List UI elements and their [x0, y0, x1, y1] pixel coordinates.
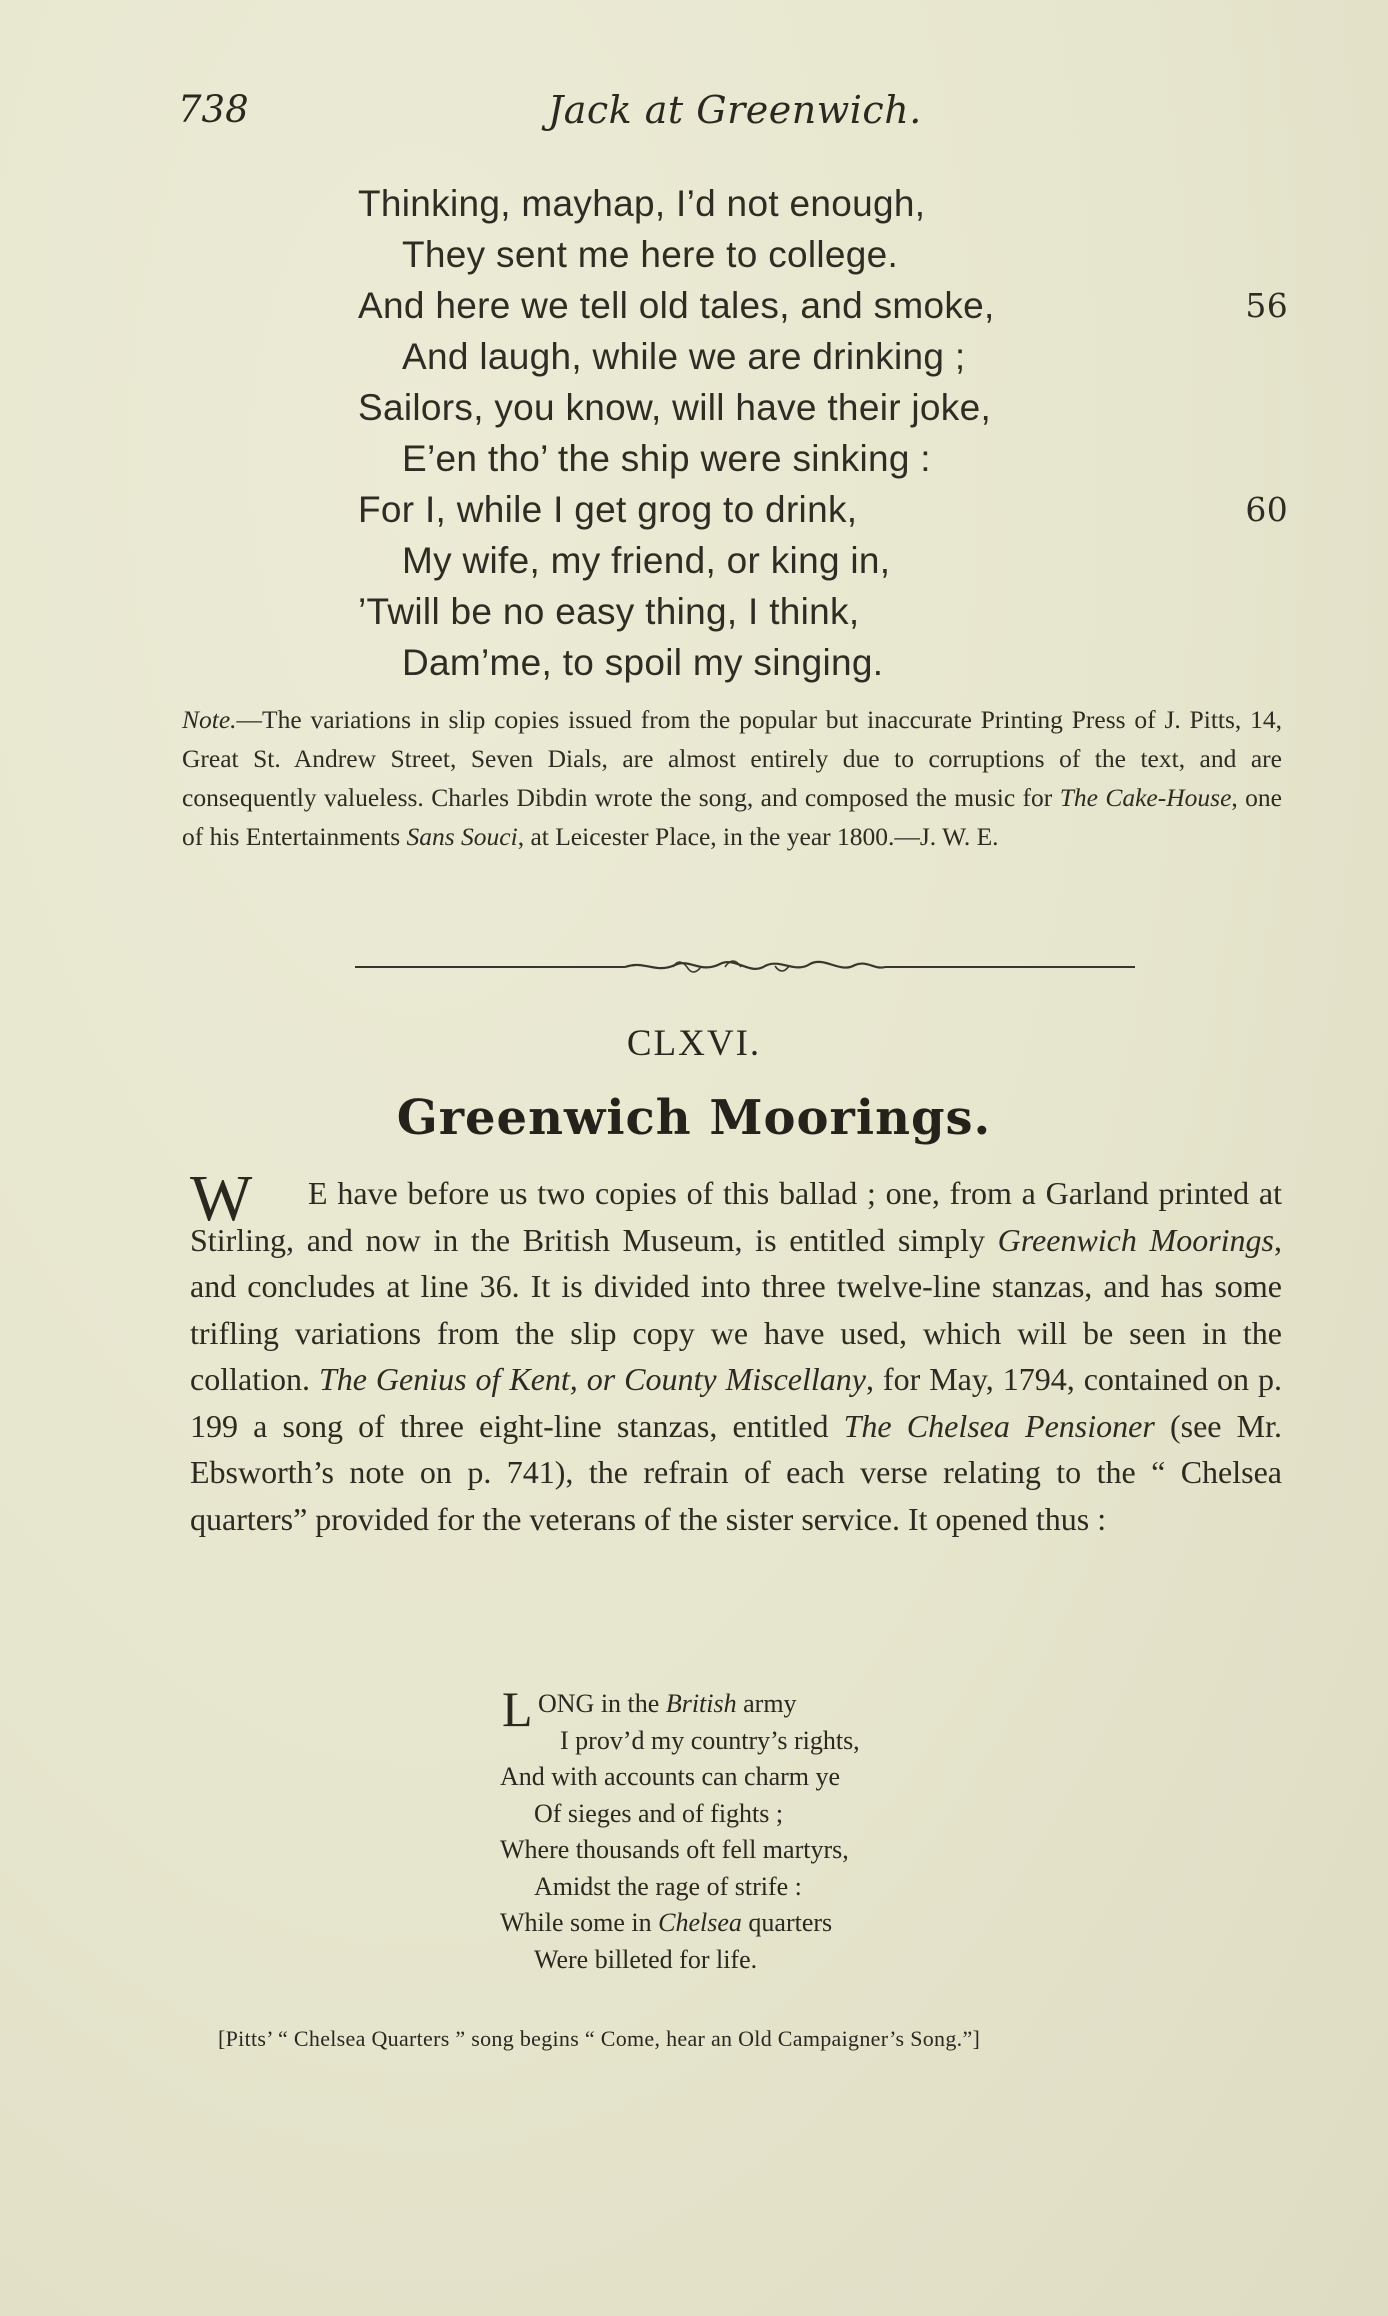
- verse-line: My wife, my friend, or king in,: [402, 540, 891, 581]
- verse-line: Sailors, you know, will have their joke,: [358, 387, 992, 428]
- quote-line: And with accounts can charm ye: [500, 1762, 841, 1791]
- section-number: CLXVI.: [626, 1023, 762, 1064]
- line-number: 56: [1245, 286, 1288, 325]
- work-title: The Chelsea Pensioner: [843, 1407, 1155, 1444]
- line-number: 60: [1245, 490, 1288, 529]
- verse-line: And here we tell old tales, and smoke, 56: [358, 280, 1288, 331]
- quote-line: ONG in the British army: [538, 1689, 797, 1718]
- paragraph: E have before us two copies of this ballad ; one, from a Garland printed at Stirling, and now in the British Museum, is entitled simply Greenwich Moorings, and concludes at line 36. It is divided into three twelve-line stanzas, and has some trifling variations from the slip copy we have used, which will be seen in the collation. The Genius of Kent, or County Miscellany, for May, 1794, contained on p. 199 a song of three eight-line stanzas, entitled The Chelsea Pensioner (see Mr. Ebsworth’s note on p. 741), the refrain of each verse relating to the “ Chelsea quarters” provided for the veterans of the sister service. It opened thus :: [190, 1175, 1283, 1537]
- work-title: Greenwich Moorings: [997, 1221, 1275, 1258]
- drop-cap: W: [190, 1162, 253, 1235]
- quoted-verse: [500, 1681, 1100, 1978]
- verse-line: Dam’me, to spoil my singing.: [402, 642, 884, 683]
- work-title: The Genius of Kent, or County Miscellany: [318, 1361, 866, 1397]
- quote-line: While some in Chelsea quarters: [500, 1908, 833, 1937]
- quote-line: Amidst the rage of strife :: [534, 1871, 802, 1901]
- ornamental-divider: [355, 952, 1135, 982]
- running-head: Jack at Greenwich.: [548, 88, 922, 132]
- section-title: Greenwich Moorings.: [396, 1090, 992, 1146]
- work-title: Sans Souci: [406, 822, 518, 851]
- verse-line: Thinking, mayhap, I’d not enough,: [358, 183, 926, 224]
- page-header: [178, 88, 1278, 138]
- quote-line: Where thousands oft fell martyrs,: [500, 1835, 849, 1864]
- verse-line: And laugh, while we are drinking ;: [402, 336, 966, 377]
- footnote: [Pitts’ “ Chelsea Quarters ” song begins “ Come, hear an Old Campaigner’s Song.”]: [218, 2026, 981, 2051]
- page-number: 738: [178, 88, 249, 131]
- editorial-note: Note.—The variations in slip copies issued from the popular but inaccurate Printing Press of J. Pitts, 14, Great St. Andrew Street, Seven Dials, are almost entirely due to corruptions of the text, and are consequently valueless. Charles Dibdin wrote the song, and composed the music for The Cake-House, one of his Entertainments Sans Souci, at Leicester Place, in the year 1800.—J. W. E.: [182, 705, 1282, 851]
- quote-line: Were billeted for life.: [534, 1944, 758, 1974]
- verse-line: For I, while I get grog to drink, 60: [358, 484, 1288, 535]
- body-text: [190, 1170, 1282, 1542]
- quote-line: I prov’d my country’s rights,: [560, 1725, 860, 1755]
- work-title: The Cake-House: [1059, 783, 1232, 812]
- verse-line: They sent me here to college.: [402, 234, 899, 275]
- verse-line: ’Twill be no easy thing, I think,: [358, 591, 860, 632]
- drop-cap: L: [502, 1681, 533, 1737]
- verse-line: E’en tho’ the ship were sinking :: [402, 438, 931, 479]
- note-label: Note.: [182, 705, 237, 734]
- verse-block: [358, 178, 1288, 688]
- quote-line: Of sieges and of fights ;: [534, 1798, 784, 1828]
